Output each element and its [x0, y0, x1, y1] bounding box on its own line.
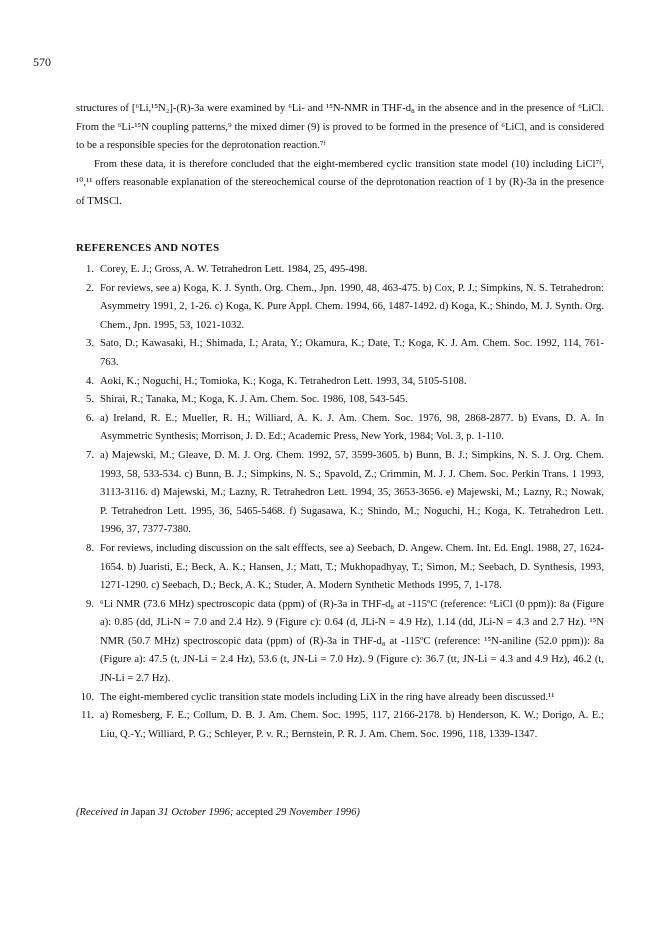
reference-item [76, 540, 604, 596]
reference-item [76, 280, 604, 336]
reference-number: 5. [86, 394, 94, 406]
reference-item [76, 596, 604, 689]
reference-number: 10. [80, 691, 94, 703]
reference-item [76, 261, 604, 280]
reference-text: Shirai, R.; Tanaka, M.; Koga, K. J. Am. Chem. Soc. 1986, 108, 543-545. [100, 394, 408, 406]
reference-number: 9. [86, 598, 94, 610]
reference-number: 11. [81, 710, 94, 722]
received-line [76, 807, 360, 818]
reference-number: 4. [86, 375, 94, 387]
received-date2: 29 November 1996) [273, 807, 360, 818]
reference-text: For reviews, including discussion on the salt efffects, see a) Seebach, D. Angew. Chem. Int. Ed. Engl. 1988, 27, 1624-1654. b) Juaristi, E.; Beck, A. K.; Hansen, J.; Matt, T.; Mukhopadhyay, T.; Simon, M.; Seebach, D. Synthesis, 1993, 1271-1290. c) Seebach, D.; Beck, A. K.; Studer, A. Modern Synthetic Methods 1995, 7, 1-178. [100, 542, 604, 592]
reference-item [76, 689, 604, 708]
reference-number: 1. [86, 264, 94, 275]
reference-number: 6. [86, 412, 94, 424]
reference-item [76, 410, 604, 447]
reference-item [76, 447, 604, 540]
reference-text: Corey, E. J.; Gross, A. W. Tetrahedron Lett. 1984, 25, 495-498. [100, 264, 368, 275]
reference-text: Sato, D.; Kawasaki, H.; Shimada, I.; Arata, Y.; Okamura, K.; Date, T.; Koga, K. J. Am. Chem. Soc. 1992, 114, 761-763. [100, 338, 604, 368]
reference-number: 3. [86, 338, 94, 350]
references-heading: REFERENCES AND NOTES [76, 242, 220, 254]
reference-text: ⁶Li NMR (73.6 MHz) spectroscopic data (ppm) of (R)-3a in THF-d₈ at -115ºC (reference: ⁶LiCl (0 ppm)): 8a (Figure a): 0.85 (dd, JLi-N = 7.0 and 2.4 Hz). 9 (Figure c): 0.64 (d, JLi-N = 4.9 Hz), 1.14 (dd, JLi-N = 4.3 and 2.7 Hz). ¹⁵N NMR (50.7 MHz) spectroscopic data (ppm) of (R)-3a in THF-d₈ at -115ºC (reference: ¹⁵N-aniline (52.0 ppm)): 8a (Figure a): 47.5 (t, JN-Li = 2.4 Hz), 53.6 (t, JN-Li = 7.0 Hz). 9 (Figure c): 36.7 (tt, JN-Li = 4.3 and 4.9 Hz), 46.2 (t, JN-Li = 2.7 Hz). [100, 598, 604, 685]
reference-number: 2. [86, 282, 94, 294]
received-country: Japan [131, 807, 156, 818]
reference-text: a) Majewski, M.; Gleave, D. M. J. Org. Chem. 1992, 57, 3599-3605. b) Bunn, B. J.; Simpkins, N. S. J. Org. Chem. 1993, 58, 533-534. c) Bunn, B. J.; Simpkins, N. S.; Spavold, Z.; Crimmin, M. J. J. Chem. Soc. Perkin Trans. 1 1993, 3113-3116. d) Majewski, M.; Lazny, R. Tetrahedron Lett. 1994, 35, 3653-3656. e) Majewski, M.; Lazny, R.; Nowak, P. Tetrahedron Lett. 1995, 36, 5465-5468. f) Sugasawa, K.; Shindo, M.; Noguchi, H.; Koga, K. Tetrahedron Lett. 1996, 37, 7377-7380. [100, 449, 604, 536]
received-accepted: accepted [236, 807, 274, 818]
reference-text: The eight-membered cyclic transition state models including LiX in the ring have already been discussed.¹¹ [100, 691, 555, 703]
references-list [76, 261, 604, 744]
paragraph: structures of [⁶Li,¹⁵N₂]-(R)-3a were examined by ⁶Li- and ¹⁵N-NMR in THF-d₈ in the absence and in the presence of ⁶LiCl. From the ⁶Li-¹⁵N coupling patterns,⁹ the mixed dimer (9) is proved to be formed in the presence of ⁶LiCl, and is considered to be a responsible species for the deprotonation reaction.⁷ᶠ [76, 103, 604, 152]
reference-number: 7. [86, 449, 94, 461]
page-number: 570 [33, 55, 51, 69]
reference-number: 8. [86, 542, 94, 554]
reference-text: a) Romesberg, F. E.; Collum, D. B. J. Am. Chem. Soc. 1995, 117, 2166-2178. b) Henderson, K. W.; Dorigo, A. E.; Liu, Q.-Y.; Williard, P. G.; Schleyer, P. v. R.; Bernstein, P. R. J. Am. Chem. Soc. 1996, 118, 1339-1347. [100, 710, 604, 740]
paragraph: From these data, it is therefore concluded that the eight-membered cyclic transition state model (10) including LiCl⁷ᶠ, ¹⁰,¹¹ offers reasonable explanation of the stereochemical course of the deprotonation reaction of 1 by (R)-3a in the presence of TMSCl. [76, 158, 604, 207]
received-open: (Received in [76, 807, 132, 818]
received-date1: 31 October 1996; [155, 807, 237, 818]
reference-item [76, 707, 604, 744]
reference-text: For reviews, see a) Koga, K. J. Synth. Org. Chem., Jpn. 1990, 48, 463-475. b) Cox, P. J.; Simpkins, N. S. Tetrahedron: Asymmetry 1991, 2, 1-26. c) Koga, K. Pure Appl. Chem. 1994, 66, 1487-1492. d) Koga, K.; Shindo, M. J. Synth. Org. Chem., Jpn. 1995, 53, 1021-1032. [100, 282, 604, 331]
reference-text: a) Ireland, R. E.; Mueller, R. H.; Williard, A. K. J. Am. Chem. Soc. 1976, 98, 2868-2877. b) Evans, D. A. In Asymmetric Synthesis; Morrison, J. D. Ed.; Academic Press, New York, 1984; Vol. 3, p. 1-110. [100, 412, 604, 443]
body-text [76, 100, 604, 212]
reference-text: Aoki, K.; Noguchi, H.; Tomioka, K.; Koga, K. Tetrahedron Lett. 1993, 34, 5105-5108. [100, 375, 467, 387]
reference-item [76, 391, 604, 410]
reference-item [76, 373, 604, 392]
reference-item [76, 335, 604, 372]
